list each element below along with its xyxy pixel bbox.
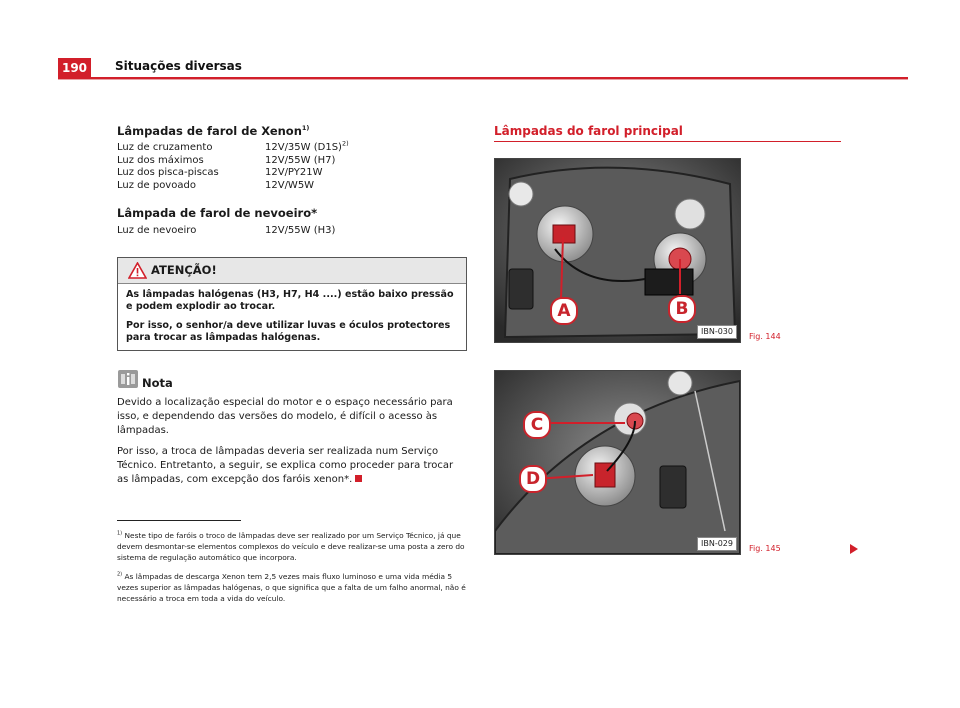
callout-label-b: B [668,295,696,323]
spec-row [117,225,335,238]
spec-label: Luz de povoado [117,179,196,191]
spec-row [117,167,349,180]
fog-heading [117,206,317,220]
headlight-rear-photo [495,371,740,554]
spec-label: Luz dos pisca-piscas [117,167,219,179]
note-paragraph: Por isso, a troca de lâmpadas deveria ser realizada num Serviço Técnico. Entretanto, a seguir, se explica como proceder para trocar as lâmpadas, com excepção dos faróis xenon*. [117,446,454,485]
spec-value: 12V/W5W [265,179,315,191]
figure-caption: Fig. 145 [749,544,781,553]
figure-code: IBN-029 [697,537,737,551]
footnote-mark: 1) [117,530,123,537]
warning-title: ATENÇÃO! [151,263,217,277]
spec-value: 12V/55W (H7) [265,154,336,166]
figure-145-photo [494,370,741,555]
footnote-mark: 2) [117,571,123,578]
spec-label: Luz dos máximos [117,154,204,166]
spec-value: 12V/PY21W [265,167,323,179]
footnote-text: As lâmpadas de descarga Xenon tem 2,5 vezes mais fluxo luminoso e uma vida média 5 vezes superior as lâmpadas halógenas, o que significa que a falta de um falho anormal, não é necessário a troca em toda a vida do veículo. [117,572,466,603]
end-of-section-mark [355,475,362,482]
callout-label-a: A [550,297,578,325]
spec-row [117,180,349,193]
section-header: Situações diversas [115,59,242,73]
main-section-rule [494,141,841,142]
spec-value: 12V/35W $(D1S)^{2)}$ [265,139,349,153]
warning-header [118,258,466,284]
fog-title: Lâmpada de farol de nevoeiro* [117,206,318,220]
figure-144-photo [494,158,741,343]
note-paragraph: Devido a localização especial do motor e o espaço necessário para isso, e dependendo das versões do modelo, é difícil o acesso às lâmpadas. [117,397,453,436]
note-info-icon [118,370,138,388]
note-body [117,396,467,494]
spec-row [117,139,349,155]
page-number: 190 [58,58,91,78]
footnote [117,571,467,604]
callout-label-d: D [519,465,547,493]
spec-footnote-mark: 2) [341,139,349,148]
xenon-heading [117,124,309,138]
footnote-rule [117,520,241,521]
xenon-spec-table [117,139,349,192]
xenon-title: Lâmpadas de farol de Xenon [117,124,302,138]
footnote [117,530,467,563]
header-rule-thin [58,79,908,80]
warning-paragraph: Por isso, o senhor/a deve utilizar luvas e óculos protectores para trocar as lâmpadas halógenas. [126,319,451,343]
xenon-title-footnote-mark: 1) [301,124,310,133]
next-page-arrow-icon [850,544,858,554]
footnote-text: Neste tipo de faróis o troco de lâmpadas deve ser realizado por um Serviço Técnico, já que devem desmontar-se elementos complexos do veículo e deve realizar-se uma posta a zero do sistema de regulação automático que incorpora. [117,531,465,562]
spec-row [117,155,349,168]
note-title: Nota [142,376,173,390]
spec-label: Luz de nevoeiro [117,225,197,236]
figure-caption: Fig. 144 [749,332,781,341]
warning-box [117,257,467,351]
spec-label: Luz de cruzamento [117,142,213,153]
fog-spec-table [117,225,335,238]
warning-body [118,284,466,344]
warning-triangle-icon [128,262,147,279]
warning-paragraph: As lâmpadas halógenas (H3, H7, H4 ....) estão baixo pressão e podem explodir ao trocar. [126,289,454,313]
callout-label-c: C [523,411,551,439]
figure-code: IBN-030 [697,325,737,339]
headlight-rear-photo [495,159,740,342]
spec-value: 12V/55W (H3) [265,225,336,236]
main-section-title: Lâmpadas do farol principal [494,124,683,138]
